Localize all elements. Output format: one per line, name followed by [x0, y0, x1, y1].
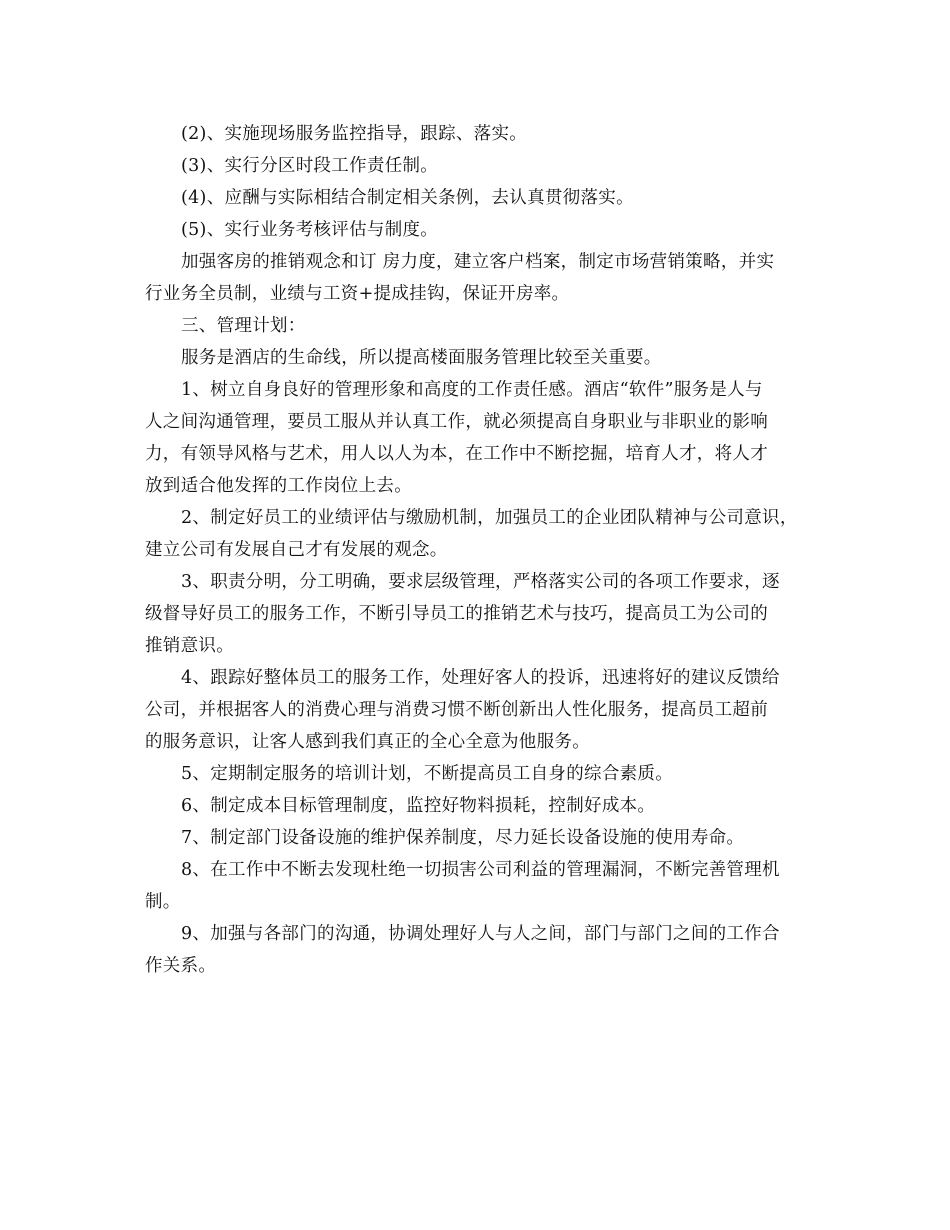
- text-line: 1、树立自身良好的管理形象和高度的工作责任感。酒店“软件”服务是人与: [181, 380, 763, 400]
- text-line: (2)、实施现场服务监控指导，跟踪、落实。: [181, 124, 528, 144]
- section-heading: 三、管理计划：: [181, 316, 306, 336]
- text-line: (3)、实行分区时段工作责任制。: [181, 156, 439, 176]
- document-body: [145, 118, 815, 982]
- text-line: 人之间沟通管理，要员工服从并认真工作，就必须提高自身职业与非职业的影响: [145, 412, 768, 432]
- text-line: 4、跟踪好整体员工的服务工作，处理好客人的投诉，迅速将好的建议反馈给: [181, 668, 780, 688]
- text-line: 2、制定好员工的业绩评估与缴励机制，加强员工的企业团队精神与公司意识，: [181, 508, 798, 528]
- text-line: 制。: [145, 892, 181, 912]
- text-line: 公司，并根据客人的消费心理与消费习惯不断创新出人性化服务，提高员工超前: [145, 700, 768, 720]
- text-line: 8、在工作中不断去发现杜绝一切损害公司利益的管理漏洞，不断完善管理机: [181, 860, 780, 880]
- text-line: 级督导好员工的服务工作，不断引导员工的推销艺术与技巧，提高员工为公司的: [145, 604, 768, 624]
- text-line: 7、制定部门设备设施的维护保养制度，尽力延长设备设施的使用寿命。: [181, 828, 745, 848]
- text-line: 力，有领导风格与艺术，用人以人为本，在工作中不断挖掘，培育人才，将人才: [145, 444, 768, 464]
- text-line: (5)、实行业务考核评估与制度。: [181, 220, 439, 240]
- text-line: 作关系。: [145, 956, 217, 976]
- text-line: 建立公司有发展自己才有发展的观念。: [145, 540, 448, 560]
- text-line: (4)、应酬与实际相结合制定相关条例，去认真贯彻落实。: [181, 188, 634, 208]
- text-line: 加强客房的推销观念和订 房力度，建立客户档案，制定市场营销策略，并实: [181, 252, 775, 272]
- text-line: 的服务意识，让客人感到我们真正的全心全意为他服务。: [145, 732, 590, 752]
- text-line: 推销意识。: [145, 636, 234, 656]
- text-line: 行业务全员制，业绩与工资+提成挂钩，保证开房率。: [145, 284, 570, 304]
- text-line: 6、制定成本目标管理制度，监控好物料损耗，控制好成本。: [181, 796, 656, 816]
- text-line: 服务是酒店的生命线，所以提高楼面服务管理比较至关重要。: [181, 348, 662, 368]
- text-line: 5、定期制定服务的培训计划，不断提高员工自身的综合素质。: [181, 764, 674, 784]
- text-line: 3、职责分明，分工明确，要求层级管理，严格落实公司的各项工作要求，逐: [181, 572, 780, 592]
- text-line: 放到适合他发挥的工作岗位上去。: [145, 476, 412, 496]
- text-line: 9、加强与各部门的沟通，协调处理好人与人之间，部门与部门之间的工作合: [181, 924, 780, 944]
